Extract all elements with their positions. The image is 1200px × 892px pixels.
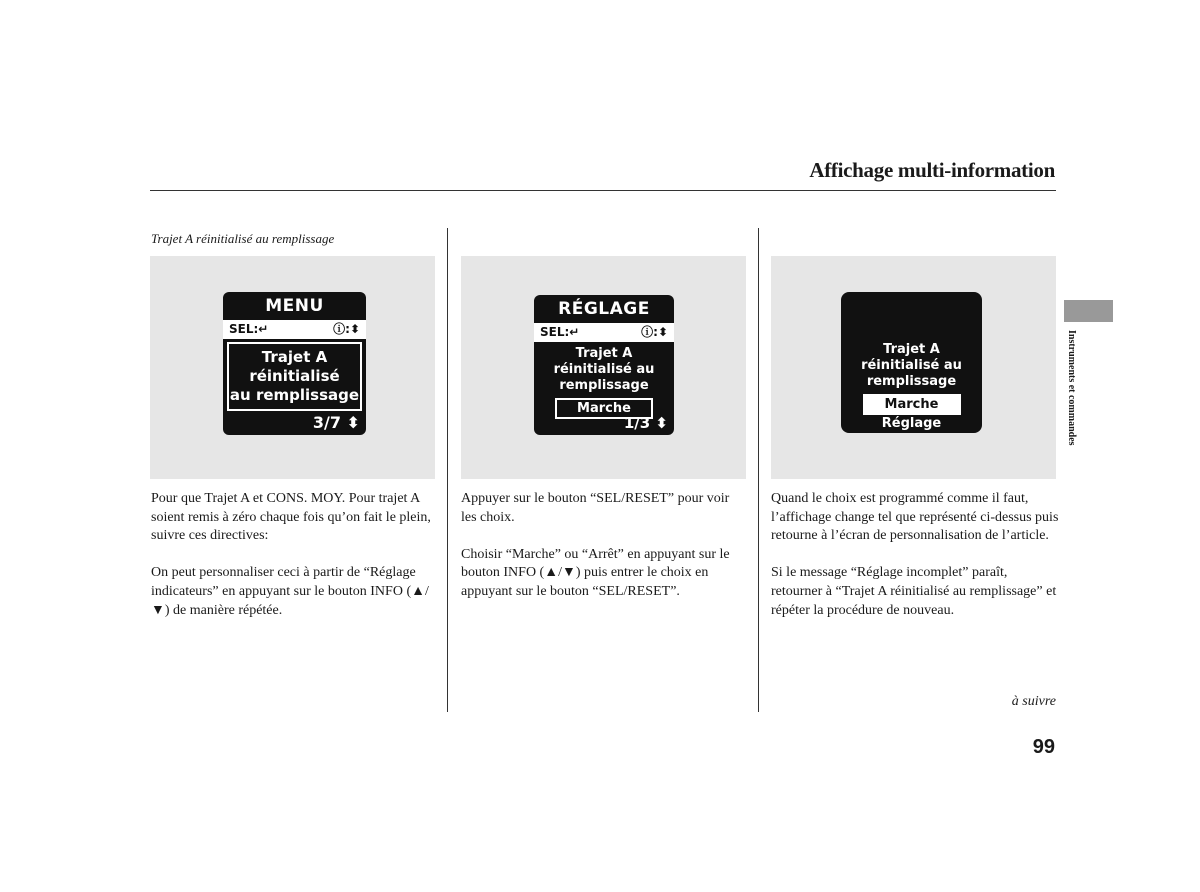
paragraph: Choisir “Marche” ou “Arrêt” en appuyant sur le bouton INFO (▲/▼) puis entrer le choix en appuyant sur le bouton “SEL/RESET”. [461, 546, 730, 599]
sel-enter-hint: SEL:↵ [229, 322, 269, 336]
screen-line: réinitialisé [249, 367, 340, 385]
screen-title: MENU [265, 296, 324, 316]
screen-line: Trajet A [261, 348, 328, 366]
screen-nav-bar [223, 320, 366, 339]
option-marche: Marche [555, 398, 653, 419]
figure-caption: Trajet A réinitialisé au remplissage [151, 231, 335, 246]
info-arrows-hint: ⓘ:⬍ [333, 322, 360, 336]
screen-line: Trajet A [575, 346, 633, 361]
screen-line: au remplissage [229, 386, 360, 404]
screen-line: réinitialisé au [861, 358, 962, 373]
screen-message [534, 342, 674, 419]
column-text-2 [461, 490, 746, 620]
display-panel-setting [461, 256, 746, 479]
page-title: Affichage multi-information [809, 158, 1055, 182]
screen-line: remplissage [559, 378, 649, 393]
sel-enter-hint: SEL:↵ [540, 325, 580, 339]
column-divider [758, 228, 759, 712]
section-tab [1064, 300, 1113, 322]
column-text-3 [771, 490, 1059, 639]
screen-line: remplissage [866, 374, 957, 389]
mid-screen-setting [534, 295, 674, 435]
header-rule [150, 190, 1056, 191]
screen-message [841, 292, 982, 432]
screen-line: Trajet A [883, 342, 940, 357]
display-panel-menu [150, 256, 435, 479]
paragraph: Quand le choix est programmé comme il faut, l’affichage change tel que représenté ci-dessus puis retourne à l’écran de personnalisation de l’article. [771, 491, 1059, 544]
screen-page-indicator: 3/7 ⬍ [312, 413, 360, 432]
screen-title: RÉGLAGE [558, 299, 650, 319]
paragraph: Si le message “Réglage incomplet” paraît, retourner à “Trajet A réinitialisé au remplissage” et répéter la procédure de nouveau. [771, 565, 1057, 618]
mid-screen-confirm [841, 292, 982, 433]
continued-note: à suivre [1011, 694, 1056, 709]
screen-footer-label: Réglage [881, 416, 942, 431]
section-label: Instruments et commandes [1066, 330, 1077, 446]
column-divider [447, 228, 448, 712]
screen-message-box [227, 342, 362, 411]
display-panel-confirm [771, 256, 1056, 479]
screen-nav-bar [534, 323, 674, 342]
paragraph: Pour que Trajet A et CONS. MOY. Pour trajet A soient remis à zéro chaque fois qu’on fait le plein, suivre ces directives: [151, 491, 431, 544]
page-number: 99 [1032, 736, 1055, 758]
paragraph: Appuyer sur le bouton “SEL/RESET” pour voir les choix. [461, 491, 730, 525]
screen-page-indicator: 1/3 ⬍ [623, 414, 668, 432]
mid-screen-menu [223, 292, 366, 435]
option-marche-selected: Marche [863, 394, 961, 415]
column-text-1 [151, 490, 436, 639]
screen-line: réinitialisé au [553, 362, 655, 377]
paragraph: On peut personnaliser ceci à partir de “Réglage indicateurs” en appuyant sur le bouton INFO (▲/▼) de manière répétée. [151, 565, 429, 618]
info-arrows-hint: ⓘ:⬍ [641, 325, 668, 339]
